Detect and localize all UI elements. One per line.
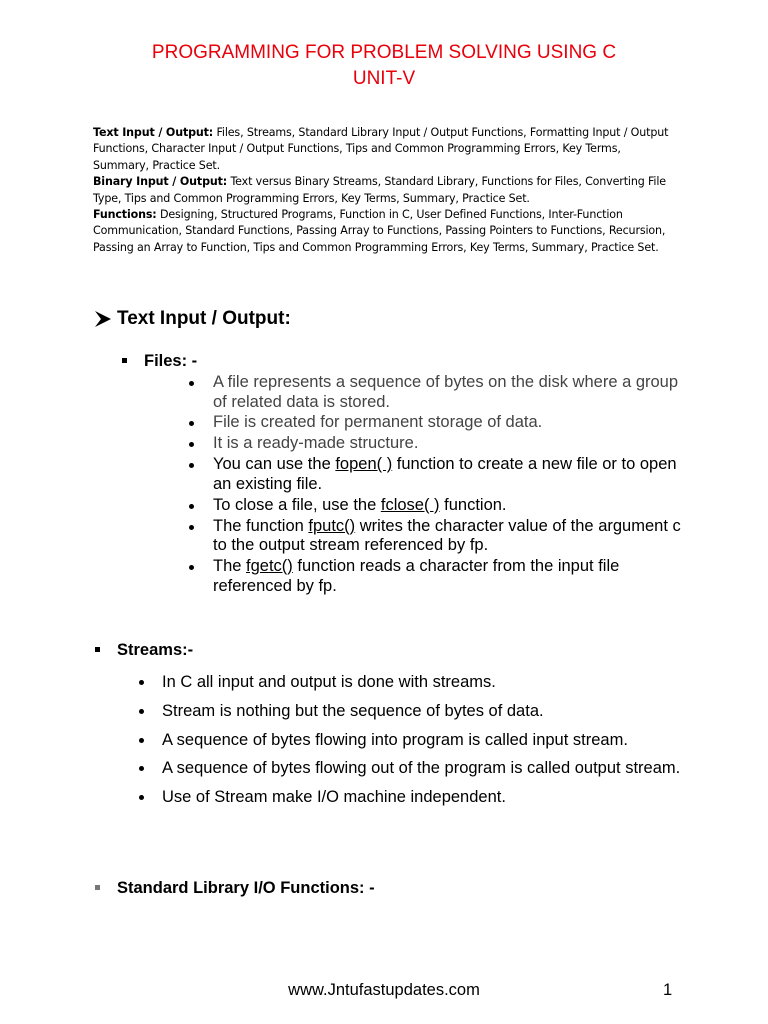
list-item-text: To close a file, use the [213, 495, 381, 514]
list-item-text: In C all input and output is done with streams. [162, 673, 496, 691]
list-item-text: A sequence of bytes flowing out of the program is called output stream. [162, 759, 681, 778]
bullet-icon [139, 766, 144, 771]
arrow-bullet-icon [93, 309, 113, 329]
syllabus-text: Text versus Binary Streams, Standard Library, Functions for Files, Converting File Type, Tips and Common Programming Errors, Key Terms, Summary, Practice Set. [93, 175, 666, 205]
list-item-text: writes the character value of the argument c to the output stream referenced by fp. [213, 516, 681, 555]
list-item [213, 413, 683, 433]
streams-heading: Streams:- [117, 641, 194, 659]
list-item-text: The function [213, 516, 309, 535]
bullet-icon [189, 421, 194, 426]
page-title [0, 40, 768, 92]
function-name: fclose( ) [380, 495, 440, 514]
syllabus-label: Binary Input / Output: [93, 175, 228, 189]
list-item-text: function. [439, 495, 507, 514]
bullet-icon [189, 442, 194, 447]
bullet-icon [189, 504, 194, 509]
title-line-2: UNIT-V [352, 68, 416, 89]
list-item-text: A sequence of bytes flowing into program is called input stream. [162, 730, 628, 749]
list-item [162, 697, 692, 726]
syllabus-paragraph [93, 174, 678, 207]
list-item-text: function reads a character from the input file referenced by fp. [213, 557, 620, 595]
stdlib-heading: Standard Library I/O Functions: - [117, 879, 375, 897]
list-item [162, 783, 692, 812]
list-item-text: File is created for permanent storage of data. [213, 413, 543, 432]
function-name: fputc() [308, 516, 356, 535]
files-heading: Files: - [144, 352, 198, 370]
bullet-icon [189, 381, 194, 386]
syllabus-label: Text Input / Output: [93, 126, 214, 139]
bullet-icon [189, 463, 194, 468]
list-item-text: It is a ready-made structure. [213, 434, 419, 453]
list-item [213, 557, 683, 596]
files-list [213, 373, 683, 598]
syllabus-label: Functions: [93, 208, 157, 222]
list-item-text: A file represents a sequence of bytes on the disk where a group of related data is stored. [213, 373, 679, 411]
footer-website: www.Jntufastupdates.com [288, 981, 480, 999]
square-bullet-icon [95, 885, 100, 890]
streams-list [162, 668, 692, 812]
square-bullet-icon [95, 647, 100, 652]
bullet-icon [139, 795, 144, 800]
list-item-text: Stream is nothing but the sequence of bytes of data. [162, 701, 544, 720]
syllabus-summary [93, 125, 678, 256]
bullet-icon [139, 680, 144, 685]
list-item [213, 455, 683, 494]
function-name: fgetc() [246, 557, 293, 576]
list-item-text: You can use the [213, 455, 336, 474]
list-item [213, 496, 683, 516]
list-item-text: The [213, 557, 247, 576]
syllabus-text: Designing, Structured Programs, Function in C, User Defined Functions, Inter-Function Communication, Standard Functions, Passing Array to Functions, Passing Pointers to Functions, Recursion, Passing an Array to Function, Tips and Common Programming Errors, Key Terms, Summary, Practice Set. [93, 208, 666, 254]
list-item [213, 517, 683, 556]
bullet-icon [189, 565, 194, 570]
syllabus-paragraph [93, 207, 678, 256]
page-number: 1 [663, 981, 673, 999]
list-item [162, 668, 692, 697]
list-item-text: function to create a new file or to open an existing file. [213, 455, 677, 493]
list-item [213, 434, 683, 454]
list-item [162, 754, 692, 783]
square-bullet-icon [122, 358, 127, 363]
list-item-text: Use of Stream make I/O machine independent. [162, 788, 506, 807]
list-item [162, 726, 692, 755]
section-heading-text: Text Input / Output: [117, 308, 291, 329]
bullet-icon [139, 709, 144, 714]
bullet-icon [189, 525, 194, 530]
section-heading [93, 306, 291, 332]
list-item [213, 373, 683, 412]
syllabus-text: Files, Streams, Standard Library Input / Output Functions, Formatting Input / Output Functions, Character Input / Output Functions, Tips and Common Programming Errors, Key Terms, Summary, Practice Set. [93, 126, 669, 172]
title-line-1: PROGRAMMING FOR PROBLEM SOLVING USING C [151, 42, 617, 63]
function-name: fopen( ) [335, 455, 393, 474]
bullet-icon [139, 738, 144, 743]
syllabus-paragraph [93, 125, 678, 174]
